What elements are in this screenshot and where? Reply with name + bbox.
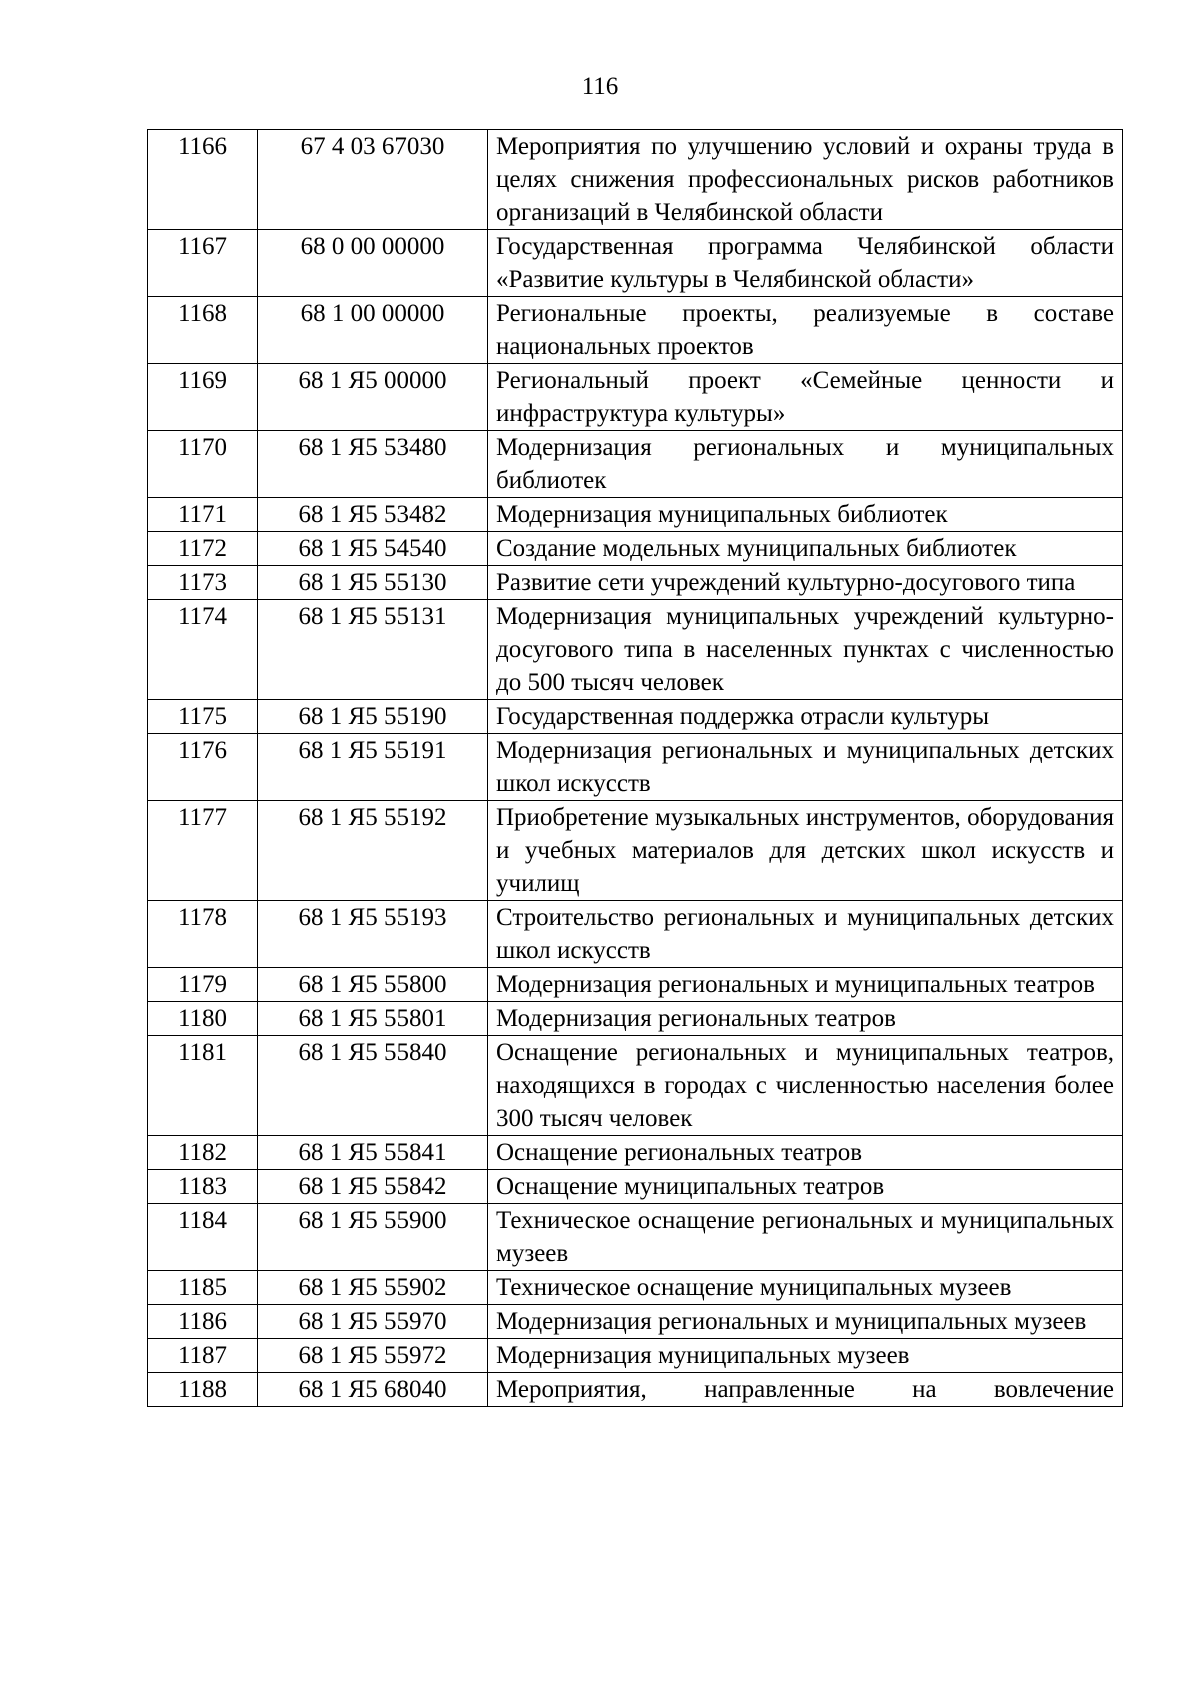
code-cell: 68 1 Я5 55970 — [258, 1305, 488, 1339]
table-row — [148, 532, 1123, 566]
row-number-cell: 1175 — [148, 700, 258, 734]
code-cell: 68 1 Я5 55130 — [258, 566, 488, 600]
row-number-cell: 1169 — [148, 364, 258, 431]
table-row — [148, 1373, 1123, 1407]
row-number-cell: 1179 — [148, 968, 258, 1002]
description-cell: Развитие сети учреждений культурно-досугового типа — [488, 566, 1123, 600]
row-number-cell: 1181 — [148, 1036, 258, 1136]
table-row — [148, 230, 1123, 297]
table-row — [148, 901, 1123, 968]
row-number-cell: 1185 — [148, 1271, 258, 1305]
code-cell: 68 1 Я5 55193 — [258, 901, 488, 968]
description-cell: Оснащение региональных и муниципальных театров, находящихся в городах с численностью населения более 300 тысяч человек — [488, 1036, 1123, 1136]
code-cell: 68 1 Я5 55902 — [258, 1271, 488, 1305]
table-row — [148, 734, 1123, 801]
row-number-cell: 1172 — [148, 532, 258, 566]
table-body — [148, 130, 1123, 1407]
code-cell: 68 1 Я5 53480 — [258, 431, 488, 498]
code-cell: 68 0 00 00000 — [258, 230, 488, 297]
table-row — [148, 1271, 1123, 1305]
description-cell: Приобретение музыкальных инструментов, оборудования и учебных материалов для детских школ искусств и училищ — [488, 801, 1123, 901]
description-cell: Создание модельных муниципальных библиотек — [488, 532, 1123, 566]
description-cell: Оснащение региональных театров — [488, 1136, 1123, 1170]
code-cell: 68 1 Я5 55801 — [258, 1002, 488, 1036]
row-number-cell: 1186 — [148, 1305, 258, 1339]
description-cell: Модернизация региональных и муниципальных музеев — [488, 1305, 1123, 1339]
code-table — [147, 129, 1123, 1407]
row-number-cell: 1184 — [148, 1204, 258, 1271]
page-number: 116 — [581, 73, 619, 100]
table-row — [148, 431, 1123, 498]
row-number-cell: 1174 — [148, 600, 258, 700]
description-cell: Региональные проекты, реализуемые в составе национальных проектов — [488, 297, 1123, 364]
description-cell: Строительство региональных и муниципальных детских школ искусств — [488, 901, 1123, 968]
code-cell: 68 1 Я5 55800 — [258, 968, 488, 1002]
table-row — [148, 498, 1123, 532]
table-row — [148, 1036, 1123, 1136]
code-cell: 68 1 Я5 55842 — [258, 1170, 488, 1204]
row-number-cell: 1187 — [148, 1339, 258, 1373]
code-cell: 68 1 Я5 55900 — [258, 1204, 488, 1271]
table-row — [148, 1170, 1123, 1204]
row-number-cell: 1178 — [148, 901, 258, 968]
code-cell: 68 1 Я5 55191 — [258, 734, 488, 801]
description-cell: Модернизация региональных театров — [488, 1002, 1123, 1036]
table-row — [148, 600, 1123, 700]
description-cell: Модернизация муниципальных библиотек — [488, 498, 1123, 532]
code-cell: 68 1 Я5 55131 — [258, 600, 488, 700]
description-cell: Техническое оснащение муниципальных музеев — [488, 1271, 1123, 1305]
row-number-cell: 1180 — [148, 1002, 258, 1036]
table-row — [148, 130, 1123, 230]
table-row — [148, 566, 1123, 600]
description-cell: Техническое оснащение региональных и муниципальных музеев — [488, 1204, 1123, 1271]
description-cell: Мероприятия, направленные на вовлечение — [488, 1373, 1123, 1407]
description-cell: Государственная поддержка отрасли культуры — [488, 700, 1123, 734]
table-row — [148, 1339, 1123, 1373]
code-cell: 68 1 Я5 53482 — [258, 498, 488, 532]
code-cell: 68 1 Я5 54540 — [258, 532, 488, 566]
table-row — [148, 801, 1123, 901]
table-row — [148, 1136, 1123, 1170]
description-cell: Модернизация региональных и муниципальных детских школ искусств — [488, 734, 1123, 801]
description-cell: Региональный проект «Семейные ценности и инфраструктура культуры» — [488, 364, 1123, 431]
code-cell: 68 1 Я5 00000 — [258, 364, 488, 431]
row-number-cell: 1177 — [148, 801, 258, 901]
row-number-cell: 1173 — [148, 566, 258, 600]
table-row — [148, 297, 1123, 364]
row-number-cell: 1182 — [148, 1136, 258, 1170]
description-cell: Модернизация региональных и муниципальных театров — [488, 968, 1123, 1002]
row-number-cell: 1166 — [148, 130, 258, 230]
description-cell: Мероприятия по улучшению условий и охраны труда в целях снижения профессиональных рисков работников организаций в Челябинской области — [488, 130, 1123, 230]
row-number-cell: 1183 — [148, 1170, 258, 1204]
row-number-cell: 1168 — [148, 297, 258, 364]
row-number-cell: 1176 — [148, 734, 258, 801]
description-cell: Оснащение муниципальных театров — [488, 1170, 1123, 1204]
code-cell: 68 1 00 00000 — [258, 297, 488, 364]
row-number-cell: 1170 — [148, 431, 258, 498]
description-cell: Модернизация муниципальных учреждений культурно-досугового типа в населенных пунктах с численностью до 500 тысяч человек — [488, 600, 1123, 700]
description-cell: Государственная программа Челябинской области «Развитие культуры в Челябинской области» — [488, 230, 1123, 297]
description-cell: Модернизация муниципальных музеев — [488, 1339, 1123, 1373]
description-cell: Модернизация региональных и муниципальных библиотек — [488, 431, 1123, 498]
table-row — [148, 700, 1123, 734]
row-number-cell: 1171 — [148, 498, 258, 532]
table-row — [148, 364, 1123, 431]
code-cell: 68 1 Я5 55190 — [258, 700, 488, 734]
table-row — [148, 1002, 1123, 1036]
table-row — [148, 1305, 1123, 1339]
code-cell: 67 4 03 67030 — [258, 130, 488, 230]
code-cell: 68 1 Я5 68040 — [258, 1373, 488, 1407]
row-number-cell: 1188 — [148, 1373, 258, 1407]
code-cell: 68 1 Я5 55841 — [258, 1136, 488, 1170]
code-cell: 68 1 Я5 55192 — [258, 801, 488, 901]
table-row — [148, 968, 1123, 1002]
code-cell: 68 1 Я5 55840 — [258, 1036, 488, 1136]
table-row — [148, 1204, 1123, 1271]
code-cell: 68 1 Я5 55972 — [258, 1339, 488, 1373]
row-number-cell: 1167 — [148, 230, 258, 297]
